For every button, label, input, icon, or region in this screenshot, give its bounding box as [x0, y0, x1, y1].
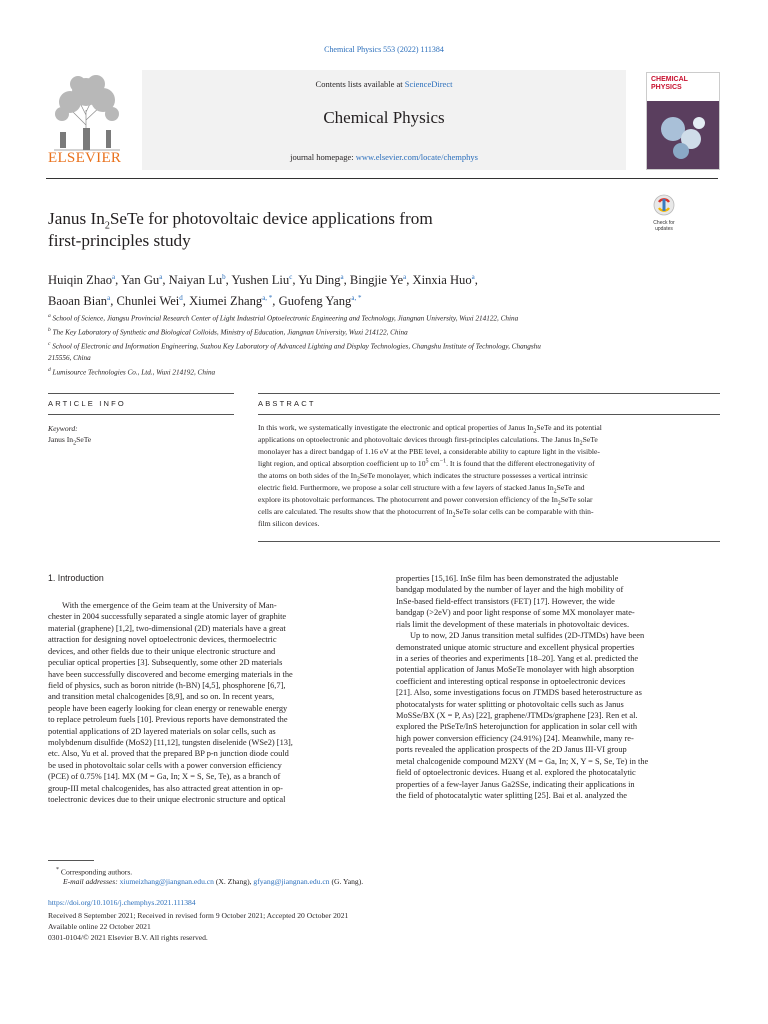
body-text-line: With the emergence of the Geim team at the University of Man- — [62, 601, 277, 610]
author-affiliation-mark[interactable]: a — [112, 273, 116, 281]
abstract-line — [258, 506, 720, 518]
body-text-line: people have been eagerly looking for clean energy or renewable energy — [48, 703, 288, 713]
body-text-line: etc. Also, Yu et al. proved that the prepared BP p-n junction diode could — [48, 749, 289, 759]
body-text-line: in a series of theories and experiments [18–20]. Yang et al. predicted the — [396, 653, 639, 663]
abstract-line — [258, 470, 720, 482]
received-dates: Received 8 September 2021; Received in revised form 9 October 2021; Accepted 20 October 2021 — [48, 911, 349, 920]
affiliation-mark: c — [48, 341, 51, 348]
abstract-line-text: film silicon devices. — [258, 518, 320, 528]
body-text-line: molybdenum disulfide (MoS2) [11,12], tungsten diselenide (WSe2) [13], — [48, 738, 293, 748]
body-text-line: rials limit the development of these materials in photovoltaic devices. — [396, 619, 630, 629]
body-text-line: metal chalcogenide compound M2XY (M = Ga, In; X, Y = S, Se, Te) in the — [396, 756, 649, 766]
author-name[interactable]: Naiyan Lu — [168, 273, 223, 288]
body-text-line: potential applications of 2D layered materials on solar cells, such as — [48, 726, 276, 736]
body-text-line: have been successfully discovered and become emerging materials in the — [48, 669, 293, 679]
affiliation-line — [48, 353, 648, 365]
sciencedirect-link[interactable]: ScienceDirect — [404, 79, 453, 89]
abstract-line-text: SeTe — [582, 434, 598, 444]
abstract-subscript: 2 — [557, 500, 561, 507]
body-text-line: high power conversion efficiency (24.91%) [24]. Meanwhile, many re- — [396, 733, 634, 743]
abstract-heading: ABSTRACT — [258, 399, 316, 408]
author-list — [48, 268, 668, 310]
journal-title: Chemical Physics — [323, 108, 445, 127]
body-text-line: be used in photovoltaic solar cells with a power conversion efficiency — [48, 760, 282, 770]
author-line-2 — [48, 289, 668, 310]
elsevier-tree-icon — [46, 70, 128, 156]
abstract-line-text: explore its photovoltaic performances. The photocurrent and power conversion efficiency of the In — [258, 494, 558, 504]
email-link-zhang[interactable]: xiumeizhang@jiangnan.edu.cn — [119, 877, 214, 886]
check-for-updates-badge[interactable]: Check for updates — [646, 194, 682, 230]
journal-cover[interactable] — [646, 72, 720, 170]
abstract-line — [258, 446, 720, 458]
affiliation-text: Lumisource Technologies Co., Ltd., Wuxi 214192, China — [52, 368, 216, 377]
author-line-1 — [48, 268, 668, 289]
abstract-superscript: −1 — [439, 458, 447, 465]
affiliation-line — [48, 325, 648, 339]
author-name[interactable]: Yan Gu — [120, 273, 160, 288]
abstract-line — [258, 434, 720, 446]
body-text-line: ports revealed the application prospects of the 2D Janus III-VI group — [396, 745, 627, 755]
author-affiliation-mark[interactable]: a — [107, 294, 111, 303]
keyword-label: Keyword: — [48, 424, 78, 433]
affiliation-text: School of Electronic and Information Engineering, Suzhou Key Laboratory of Advanced Lighting and Display Technologies, Changshu Institute of Technology, Changshu — [52, 342, 541, 351]
body-text-line: demonstrated unique atomic structure and excellent physical properties — [396, 642, 635, 652]
abstract-line-text: SeTe and its potential — [536, 423, 602, 432]
author-separator: , — [292, 273, 299, 288]
abstract-text — [258, 422, 720, 530]
body-text-line: chester in 2004 successfully separated a single atomic layer of graphite — [48, 612, 287, 622]
abstract-subscript: 2 — [452, 512, 456, 519]
body-text-line: explored the PtSeTe/InS heterojunction for application in solar cell with — [396, 722, 638, 732]
author-name[interactable]: Xinxia Huo — [412, 273, 472, 288]
journal-reference[interactable]: Chemical Physics 553 (2022) 111384 — [324, 45, 444, 54]
body-text-line: field of optoelectronic devices. Huang et al. explored the photocatalytic — [396, 768, 636, 778]
author-separator: , — [272, 294, 279, 309]
abstract-line-text: . It is found that the different electronegativity of — [446, 458, 595, 468]
body-text-line: toelectronic devices due to their unique electronic structure and optical — [48, 795, 286, 805]
author-name[interactable]: Bingjie Ye — [349, 273, 404, 288]
author-separator: , — [110, 294, 117, 309]
abstract-line-text: SeTe solar cells can be comparable with thin- — [455, 506, 594, 516]
check-updates-icon — [653, 194, 675, 216]
abstract-line-text: In this work, we systematically investigate the electronic and optical properties of Janus In — [258, 423, 534, 432]
email-link-yang[interactable]: gfyang@jiangnan.edu.cn — [253, 877, 330, 886]
article-title: Janus $In_2SeTe$ for photovoltaic device applications from first-principles study — [48, 209, 433, 250]
author-affiliation-mark[interactable]: a, * — [262, 294, 273, 303]
body-text-line: [21]. Also, some investigations focus on JTMDS based heterostructure as — [396, 688, 642, 698]
affiliation-mark: b — [48, 327, 51, 334]
affiliation-mark: a — [48, 313, 51, 319]
body-text-line: (PCE) of 0.75% [14]. MX (M = Ga, In; X = S, Se, Te), as a branch of — [48, 772, 281, 782]
affiliation-text: 215556, China — [48, 354, 91, 363]
body-text-line: Up to now, 2D Janus transition metal sulfides (2D-JTMDs) have been — [410, 631, 645, 641]
body-text-line: MoSSe/BX (X = P, As) [22], graphene/JTMDs/graphene [23]. Ren et al. — [396, 711, 638, 721]
author-separator: , — [182, 294, 190, 309]
author-separator: , — [115, 273, 121, 288]
body-text-line: properties of a few-layer Janus Ga2SSe, indicating their applications in — [396, 779, 635, 789]
body-text-line: field of physics, such as boron nitride (h-BN) [4,5], phosphorene [6,7], — [48, 680, 286, 690]
corresponding-footnote: * Corresponding authors. — [56, 867, 133, 877]
body-text-line: devices, and other fields due to their unique electronic structure and — [48, 646, 276, 656]
cover-title: CHEMICAL PHYSICS — [651, 76, 688, 91]
author-affiliation-mark[interactable]: a — [403, 273, 407, 281]
author-separator: , — [225, 273, 232, 288]
abstract-subscript: 2 — [533, 428, 537, 435]
abstract-line — [258, 458, 720, 470]
homepage-link[interactable]: www.elsevier.com/locate/chemphys — [355, 152, 478, 162]
body-text-line: properties [15,16]. InSe film has been demonstrated the adjustable — [396, 574, 619, 583]
body-left-column — [48, 600, 370, 806]
abstract-line-text: the atoms on both sides of the In — [258, 470, 357, 480]
affiliation-line — [48, 365, 648, 379]
body-text-line: bandgap modulated by the number of layer and the high mobility of — [396, 585, 624, 595]
abstract-line-text: SeTe monolayer, which indicates the structure possesses a vertical intrinsic — [359, 470, 588, 480]
body-text-line: InSe-based field-effect transistors (FET) [17]. However, the wide — [396, 596, 615, 606]
homepage-prefix: journal homepage: — [290, 152, 356, 162]
author-affiliation-mark[interactable]: c — [289, 273, 293, 281]
abstract-line — [258, 494, 720, 506]
abstract-line-text: applications on optoelectronic and photovoltaic devices through first-principles calculations. The Janus In — [258, 434, 580, 444]
body-text-line: to replace petroleum fuels [10]. Previous reports have demonstrated the — [48, 715, 288, 725]
body-text-line: group-III metal chalcogenides, has also attracted great attention in op- — [48, 783, 283, 793]
section-heading-introduction: 1. Introduction — [48, 573, 104, 583]
cover-art-icon — [653, 109, 713, 165]
author-name[interactable]: Yushen Liu — [231, 273, 290, 288]
author-name[interactable]: Baoan Bian — [48, 294, 108, 309]
abstract-line-text: light region, and optical absorption coefficient up to 10 — [258, 458, 426, 468]
body-right-column — [396, 573, 718, 801]
banner-center — [142, 70, 626, 170]
body-text-line: the field of photocatalytic water splitting [25]. Bai et al. analyzed the — [396, 791, 627, 801]
author-affiliation-mark[interactable]: a — [471, 273, 475, 281]
abstract-subscript: 2 — [579, 440, 583, 447]
abstract-line-text: SeTe and — [556, 482, 585, 492]
author-affiliation-mark[interactable]: a — [340, 273, 344, 281]
affiliation-text: The Key Laboratory of Synthetic and Biological Colloids, Ministry of Education, Jiangnan University, Wuxi 214122, China — [52, 328, 408, 337]
abstract-line — [258, 482, 720, 494]
author-separator: , — [162, 273, 169, 288]
affiliation-line — [48, 311, 648, 325]
author-separator: , — [474, 273, 478, 288]
email-footnote: E-mail addresses: xiumeizhang@jiangnan.edu.cn (X. Zhang), gfyang@jiangnan.edu.cn (G. Yang). — [63, 877, 364, 886]
journal-banner — [46, 70, 718, 172]
body-text-line: photocatalysts for water splitting or photovoltaic cells such as Janus — [396, 699, 624, 709]
abstract-line-text: monolayer has a direct bandgap of 1.16 eV at the PBE level, a considerable ability to capture light in the visible- — [258, 446, 600, 456]
contents-prefix: Contents lists available at — [315, 79, 405, 89]
keywords-block — [48, 424, 91, 445]
abstract-subscript: 2 — [553, 488, 557, 495]
abstract-line — [258, 422, 720, 434]
author-name[interactable]: Xiumei Zhang — [189, 294, 263, 309]
available-online: Available online 22 October 2021 — [48, 922, 151, 931]
body-text-line: potential application of Janus MoSeTe monolayer with high absorption — [396, 665, 635, 675]
author-affiliation-mark[interactable]: b — [222, 273, 226, 281]
affiliation-mark: d — [48, 366, 51, 373]
affiliations — [48, 311, 648, 379]
body-text-line: coefficient and interesting optical response in optoelectronic devices — [396, 676, 626, 686]
body-text-line: and transition metal chalcogenides [8,9], and so on. In recent years, — [48, 692, 275, 702]
abstract-subscript: 2 — [356, 476, 360, 483]
author-separator: , — [406, 273, 413, 288]
abstract-line — [258, 518, 720, 530]
copyright: 0301-0104/© 2021 Elsevier B.V. All rights reserved. — [48, 933, 208, 942]
body-text-line: material (graphene) [1,2], two-dimensional (2D) materials have a great — [48, 623, 286, 633]
homepage-line — [142, 152, 626, 162]
author-separator: , — [343, 273, 350, 288]
body-text-line: peculiar optical properties [3]. Subsequently, some other 2D materials — [48, 658, 283, 668]
abstract-line-text: cells are calculated. The results show that the photocurrent of In — [258, 506, 453, 516]
contents-line — [142, 79, 626, 89]
author-affiliation-mark[interactable]: a, * — [351, 294, 362, 303]
author-name[interactable]: Guofeng Yang — [278, 294, 352, 309]
doi-link[interactable]: https://doi.org/10.1016/j.chemphys.2021.111384 — [48, 898, 196, 907]
author-name[interactable]: Chunlei Wei — [116, 294, 180, 309]
author-affiliation-mark[interactable]: a — [159, 273, 163, 281]
body-text-line: attraction for designing novel optoelectronic devices, thermoelectric — [48, 635, 277, 645]
elsevier-logo[interactable] — [46, 70, 128, 170]
keyword-item: Janus $In_2SeTe$ — [48, 434, 92, 447]
abstract-line-text: cm — [428, 458, 440, 468]
article-info-heading: ARTICLE INFO — [48, 399, 126, 408]
body-text-line: bandgap (>2eV) and poor light response of some MX monolayer mate- — [396, 608, 635, 618]
author-name[interactable]: Yu Ding — [298, 273, 341, 288]
affiliation-line — [48, 339, 648, 353]
abstract-line-text: electric field. Furthermore, we propose a solar cell structure with a few layers of stacked Janus In — [258, 482, 554, 492]
abstract-line-text: SeTe solar — [560, 494, 593, 504]
abstract-superscript: 5 — [425, 458, 429, 465]
author-affiliation-mark[interactable]: d — [179, 294, 183, 303]
affiliation-text: School of Science, Jiangsu Provincial Research Center of Light Industrial Optoelectronic Engineering and Technology, Jiangnan University, Wuxi 214122, China — [52, 314, 519, 323]
author-name[interactable]: Huiqin Zhao — [48, 273, 113, 288]
publisher-name: ELSEVIER — [48, 150, 122, 166]
